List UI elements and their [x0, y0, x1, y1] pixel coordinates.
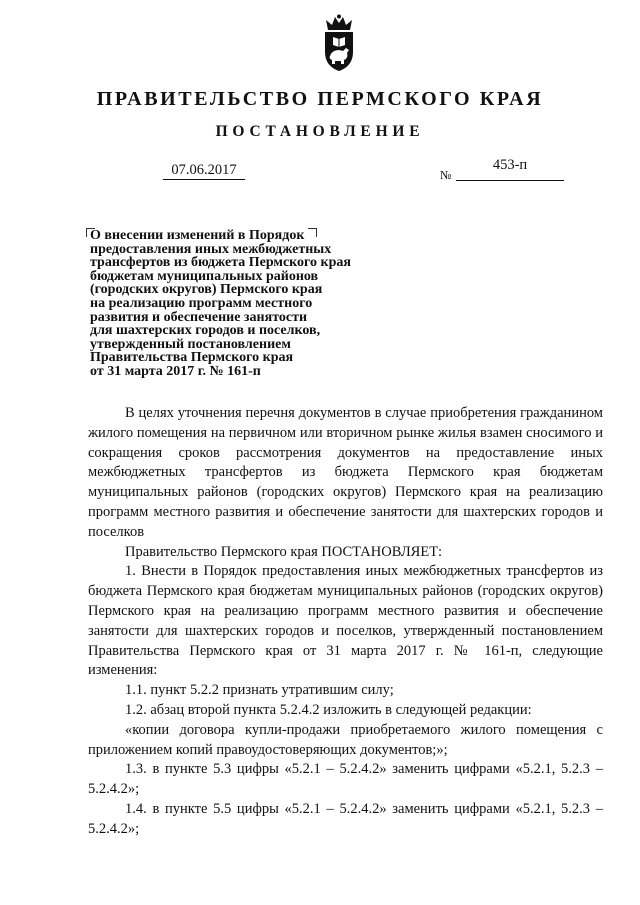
preamble-paragraph: В целях уточнения перечня документов в случае приобретения гражданином жилого помещения на первичном или вторичном рынке жилья взамен сносимого и сокращения сроков рассмотрения документов на предоставление иных межбюджетных трансфертов из бюджета Пермского края бюджетам муниципальных районов (городских округов) Пермского края на реализацию программ местного развития и обеспечение занятости для шахтерских городов и поселков	[88, 405, 603, 540]
document-body	[88, 404, 603, 840]
clause-1-4-paragraph: 1.4. в пункте 5.5 цифры «5.2.1 – 5.2.4.2» заменить цифрами «5.2.1, 5.2.3 – 5.2.4.2»;	[88, 800, 603, 837]
subject-line: предоставления иных межбюджетных	[90, 241, 332, 257]
subject-line: Правительства Пермского края	[90, 350, 294, 366]
document-subject	[90, 229, 390, 379]
subject-line: бюджетам муниципальных районов	[90, 268, 319, 284]
government-title: ПРАВИТЕЛЬСТВО ПЕРМСКОГО КРАЯ	[96, 88, 544, 110]
document-type: ПОСТАНОВЛЕНИЕ	[215, 123, 425, 140]
coat-of-arms-icon	[322, 14, 356, 72]
document-number: 453-п	[492, 157, 528, 173]
subject-line: (городских округов) Пермского края	[90, 282, 323, 298]
clause-1-3-paragraph: 1.3. в пункте 5.3 цифры «5.2.1 – 5.2.4.2» заменить цифрами «5.2.1, 5.2.3 – 5.2.4.2»;	[88, 761, 603, 798]
subject-line: развития и обеспечение занятости	[90, 309, 308, 325]
subject-line: трансфертов из бюджета Пермского края	[90, 255, 351, 271]
clause-1-paragraph: 1. Внести в Порядок предоставления иных межбюджетных трансфертов из бюджета Пермского края бюджетам муниципальных районов (городских округов) Пермского края на реализацию программ местного развития и обеспечение занятости для шахтерских городов и поселков, утвержденный постановлением Правительства Пермского края от 31 марта 2017 г. № 161-п, следующие изменения:	[88, 563, 603, 679]
clause-1-2-paragraph: 1.2. абзац второй пункта 5.2.4.2 изложить в следующей редакции:	[125, 701, 532, 718]
subject-line: О внесении изменений в Порядок	[90, 228, 305, 243]
subject-line: утвержденный постановлением	[90, 336, 291, 352]
number-underline	[456, 180, 564, 181]
resolution-statement: Правительство Пермского края ПОСТАНОВЛЯЕТ:	[125, 543, 443, 560]
subject-line: для шахтерских городов и поселков,	[90, 323, 321, 339]
quoted-text-paragraph: «копии договора купли-продажи приобретаемого жилого помещения с приложением копий правоудостоверяющих документов;»;	[88, 721, 603, 758]
subject-line: от 31 марта 2017 г. № 161-п	[90, 363, 261, 379]
number-sign: №	[440, 168, 452, 182]
subject-line: на реализацию программ местного	[90, 295, 313, 311]
clause-1-1-paragraph: 1.1. пункт 5.2.2 признать утратившим силу;	[125, 682, 394, 699]
document-date: 07.06.2017	[163, 161, 245, 180]
